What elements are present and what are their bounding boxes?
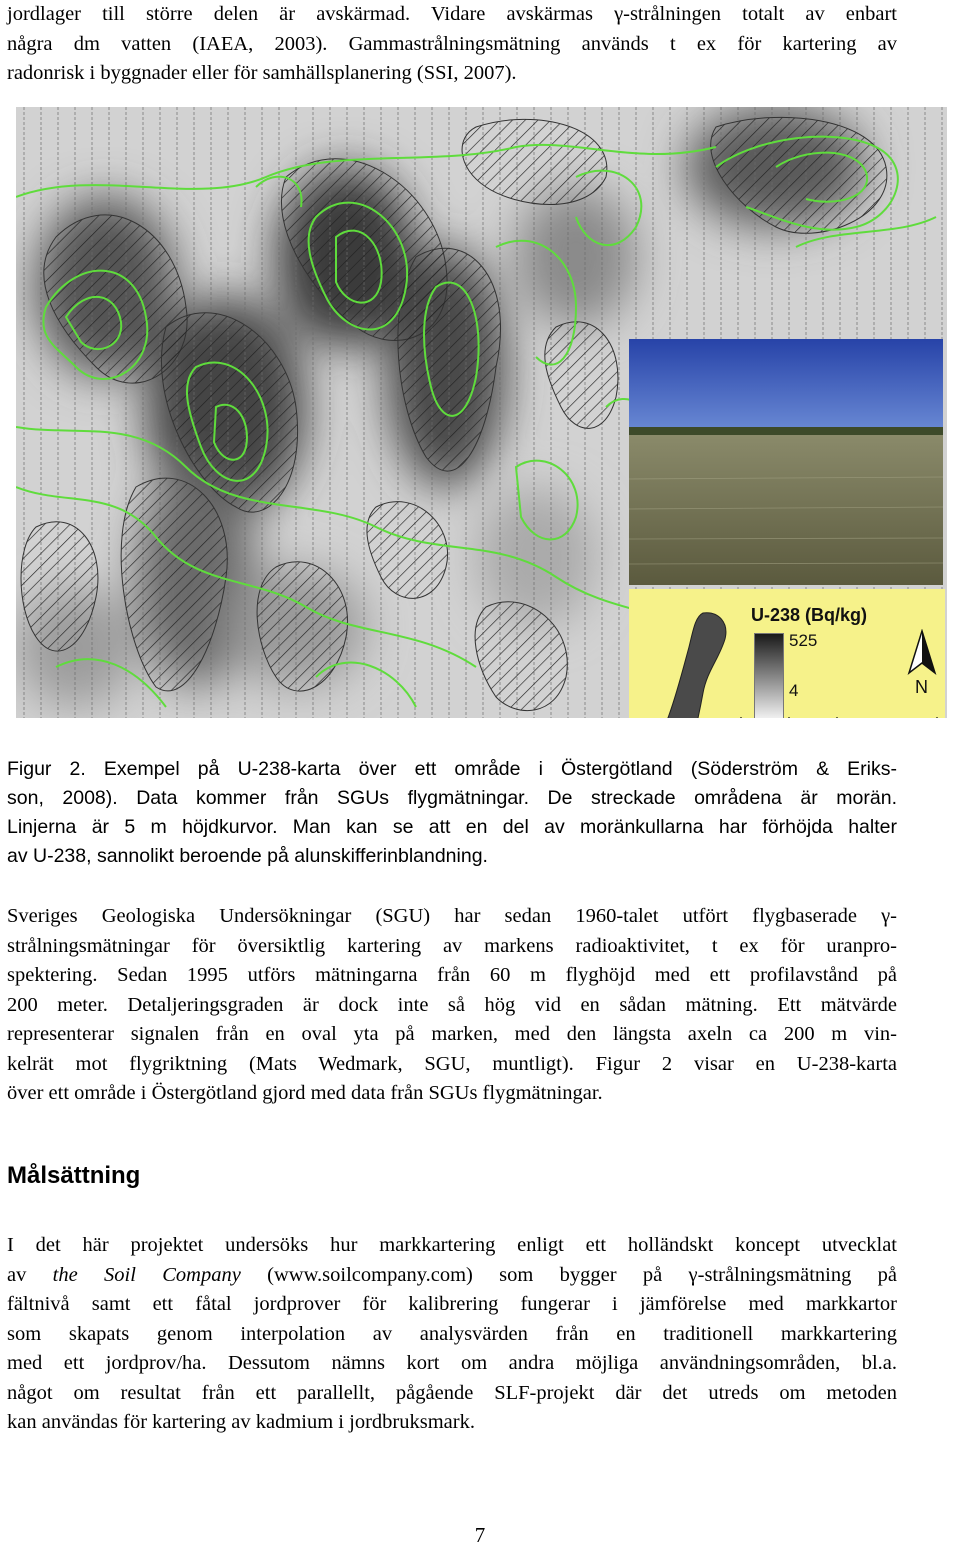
caption-line: Figur 2. Exempel på U-238-karta över ett område i Östergötland (Söderström & Eriks- xyxy=(7,758,897,780)
body-text: av xyxy=(7,1263,53,1286)
body-line: kelrät mot flygriktning (Mats Wedmark, SGU, muntligt). Figur 2 visar en U-238-karta xyxy=(7,1052,897,1075)
body-paragraph-sgu xyxy=(7,902,897,1109)
body-paragraph-goal xyxy=(7,1231,897,1438)
legend-max-value: 525 xyxy=(789,631,818,650)
body-line: Sveriges Geologiska Undersökningar (SGU) har sedan 1960-talet utfört flygbaserade γ- xyxy=(7,905,897,927)
wheat-field-image xyxy=(629,339,943,585)
intro-paragraph xyxy=(7,0,897,89)
company-name: the Soil Company xyxy=(52,1263,241,1286)
caption-line: Linjerna är 5 m höjdkurvor. Man kan se att en del av moränkullarna har förhöjda halter xyxy=(7,816,897,838)
legend-color-ramp xyxy=(754,633,784,718)
body-line: över ett område i Östergötland gjord med data från SGUs flygmätningar. xyxy=(7,1082,603,1104)
body-line: 200 meter. Detaljeringsgraden är dock inte så hög vid en sådan mätning. Ett mätvärde xyxy=(7,993,897,1016)
body-line: något om resultat från ett parallellt, pågående SLF-projekt där det utreds om metoden xyxy=(7,1381,897,1404)
body-line: strålningsmätningar för översiktlig kartering av markens radioaktivitet, t ex för uranpro- xyxy=(7,934,897,957)
body-line: som skapats genom interpolation av analysvärden från en traditionell markkartering xyxy=(7,1322,897,1345)
body-line: fältnivå samt ett fåtal jordprover för kalibrering fungerar i jämförelse med markkartor xyxy=(7,1293,897,1315)
map-legend-inset xyxy=(629,589,945,718)
body-line: representerar signalen från en oval yta på marken, med den längsta axeln ca 200 m vin- xyxy=(7,1023,897,1045)
intro-line: några dm vatten (IAEA, 2003). Gammastrålningsmätning används t ex för kartering av xyxy=(7,32,897,55)
section-heading: Målsättning xyxy=(7,1162,141,1189)
scale-bar xyxy=(739,717,939,718)
body-line: med ett jordprov/ha. Dessutom nämns kort om andra möjliga användningsområden, bl.a. xyxy=(7,1352,897,1374)
body-line: spektering. Sedan 1995 utförs mätningarna från 60 m flyghöjd med ett profilavstånd på xyxy=(7,964,897,986)
intro-line: radonrisk i byggnader eller för samhällsplanering (SSI, 2007). xyxy=(7,62,517,84)
north-label: N xyxy=(915,677,928,697)
page-number: 7 xyxy=(474,1523,486,1547)
body-line: I det här projektet undersöks hur markkartering enligt ett holländskt koncept utvecklat xyxy=(7,1234,897,1256)
sweden-map-icon xyxy=(633,609,743,718)
figure-caption xyxy=(7,755,897,871)
u238-map-figure xyxy=(16,107,947,718)
legend-min-value: 4 xyxy=(789,681,799,700)
caption-line: av U-238, sannolikt beroende på alunskifferinblandning. xyxy=(7,845,488,867)
field-photo xyxy=(629,339,943,585)
intro-line: jordlager till större delen är avskärmad. Vidare avskärmas γ-strålningen totalt av enbart xyxy=(7,3,897,25)
body-line xyxy=(7,1261,897,1291)
body-text: (www.soilcompany.com) som bygger på γ-strålningsmätning på xyxy=(240,1263,898,1286)
body-line: kan användas för kartering av kadmium i jordbruksmark. xyxy=(7,1411,475,1433)
legend-title: U-238 (Bq/kg) xyxy=(751,605,868,625)
caption-line: son, 2008). Data kommer från SGUs flygmätningar. De streckade områdena är morän. xyxy=(7,787,897,809)
